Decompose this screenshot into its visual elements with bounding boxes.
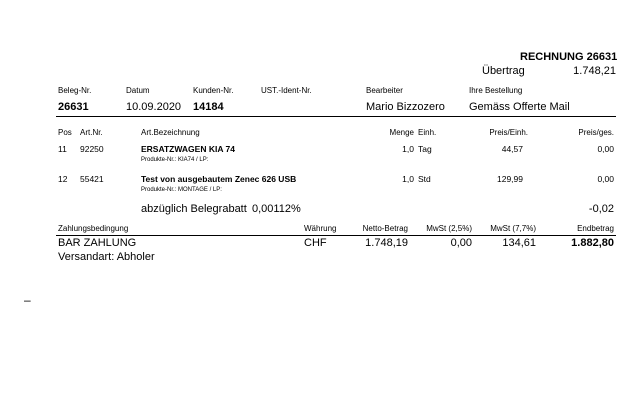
col-endbetrag: Endbetrag [577, 224, 614, 233]
netto-value: 1.748,19 [365, 237, 408, 249]
invoice-title: RECHNUNG 26631 [520, 51, 618, 63]
discount-percent: 0,00112% [252, 203, 301, 215]
col-netto: Netto-Betrag [362, 224, 408, 233]
col-mwst-7-7: MwSt (7,7%) [490, 224, 536, 233]
bearbeiter-value: Mario Bizzozero [366, 101, 445, 113]
zahlungsbedingung-value: BAR ZAHLUNG [58, 237, 137, 249]
label-bearbeiter: Bearbeiter [366, 86, 403, 95]
item-preis-ges: 0,00 [597, 174, 614, 184]
col-waehrung: Währung [304, 224, 337, 233]
kunden-nr-value: 14184 [193, 101, 224, 113]
page-mark: – [24, 293, 31, 307]
label-beleg-nr: Beleg-Nr. [58, 86, 92, 95]
item-menge: 1,0 [402, 174, 414, 184]
versandart: Versandart: Abholer [58, 251, 155, 263]
item-einh: Tag [418, 144, 432, 154]
col-menge: Menge [389, 128, 414, 137]
item-preis-einh: 129,99 [497, 174, 523, 184]
carryover-label: Übertrag [482, 65, 525, 77]
col-mwst-2-5: MwSt (2,5%) [426, 224, 472, 233]
col-einh: Einh. [418, 128, 437, 137]
item-preis-einh: 44,57 [501, 144, 523, 154]
meta-divider [56, 116, 616, 117]
mwst-7-7-value: 134,61 [502, 237, 536, 249]
beleg-nr-value: 26631 [58, 101, 89, 113]
item-sub: Produkte-Nr.: KIA74 / LP: [141, 157, 209, 163]
item-art-nr: 92250 [80, 144, 104, 154]
item-pos: 11 [58, 144, 67, 154]
label-kunden-nr: Kunden-Nr. [193, 86, 234, 95]
item-preis-ges: 0,00 [597, 144, 614, 154]
label-bestellung: Ihre Bestellung [469, 86, 523, 95]
col-bezeichnung: Art.Bezeichnung [141, 128, 200, 137]
label-datum: Datum [126, 86, 150, 95]
col-preis-einh: Preis/Einh. [489, 128, 528, 137]
item-name: ERSATZWAGEN KIA 74 [141, 144, 235, 154]
mwst-2-5-value: 0,00 [450, 237, 472, 249]
discount-amount: -0,02 [588, 203, 614, 215]
label-ust-ident-nr: UST.-Ident-Nr. [261, 86, 312, 95]
col-pos: Pos [58, 128, 72, 137]
item-pos: 12 [58, 174, 68, 184]
item-name: Test von ausgebautem Zenec 626 USB [141, 174, 297, 184]
col-zahlungsbedingung: Zahlungsbedingung [58, 224, 129, 233]
item-sub: Produkte-Nr.: MONTAGE / LP: [141, 187, 222, 193]
waehrung-value: CHF [304, 237, 327, 249]
bestellung-value: Gemäss Offerte Mail [469, 101, 570, 113]
discount-label: abzüglich Belegrabatt [141, 203, 247, 215]
col-art-nr: Art.Nr. [80, 128, 103, 137]
totals-divider [56, 235, 616, 236]
item-art-nr: 55421 [80, 174, 104, 184]
endbetrag-value: 1.882,80 [571, 237, 614, 249]
item-menge: 1,0 [402, 144, 414, 154]
item-einh: Std [418, 174, 431, 184]
datum-value: 10.09.2020 [126, 101, 182, 113]
carryover-value: 1.748,21 [573, 65, 616, 77]
col-preis-ges: Preis/ges. [578, 128, 614, 137]
